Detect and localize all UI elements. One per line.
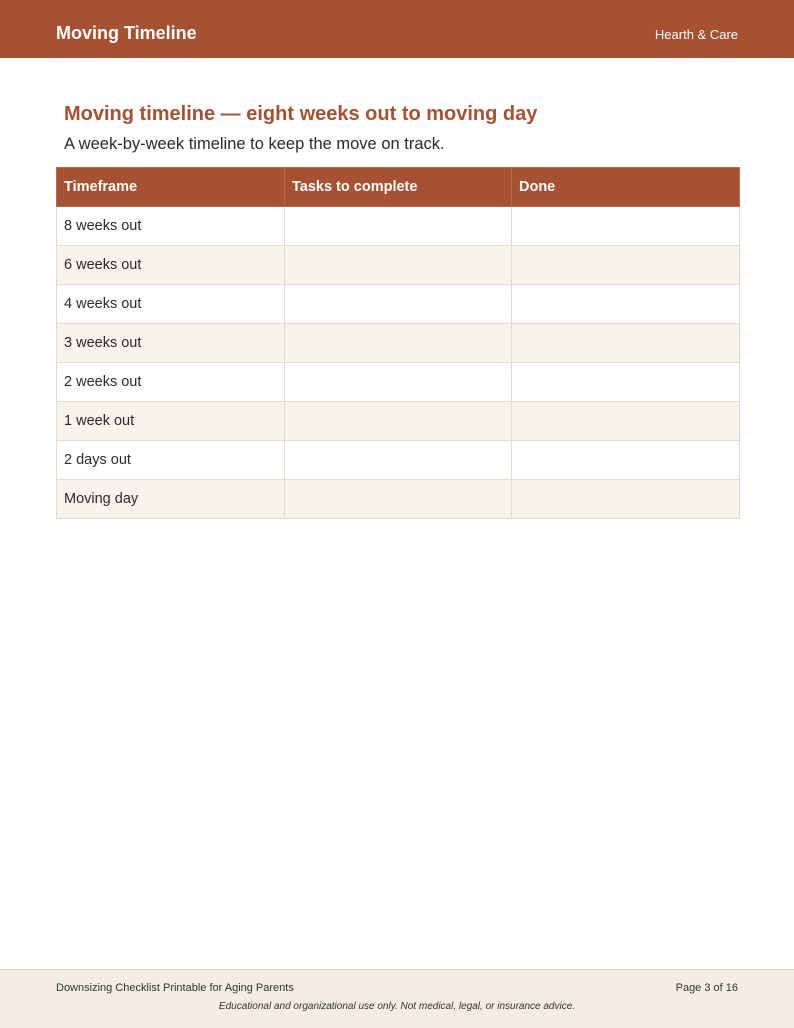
- timeframe-cell: 2 days out: [57, 441, 285, 480]
- timeline-table: [56, 167, 740, 519]
- tasks-cell: [285, 363, 512, 402]
- tasks-cell: [285, 402, 512, 441]
- tasks-cell: [285, 324, 512, 363]
- tasks-cell: [285, 441, 512, 480]
- tasks-cell: [285, 285, 512, 324]
- header-bar: [0, 0, 794, 58]
- timeframe-cell: Moving day: [57, 480, 285, 519]
- timeframe-cell: 8 weeks out: [57, 207, 285, 246]
- table-row: [57, 207, 740, 246]
- table-row: [57, 402, 740, 441]
- timeframe-cell: 6 weeks out: [57, 246, 285, 285]
- table-row: [57, 246, 740, 285]
- footer-bar: [0, 969, 794, 1028]
- timeframe-cell: 3 weeks out: [57, 324, 285, 363]
- header-title: Moving Timeline: [56, 23, 197, 43]
- timeframe-cell: 4 weeks out: [57, 285, 285, 324]
- done-cell: [512, 441, 740, 480]
- done-cell: [512, 207, 740, 246]
- table-row: [57, 480, 740, 519]
- table-row: [57, 285, 740, 324]
- column-header-timeframe: Timeframe: [57, 168, 285, 207]
- done-cell: [512, 285, 740, 324]
- done-cell: [512, 324, 740, 363]
- timeframe-cell: 1 week out: [57, 402, 285, 441]
- table-row: [57, 441, 740, 480]
- table-header-row: [57, 168, 740, 207]
- done-cell: [512, 402, 740, 441]
- tasks-cell: [285, 480, 512, 519]
- done-cell: [512, 246, 740, 285]
- column-header-tasks: Tasks to complete: [285, 168, 512, 207]
- column-header-done: Done: [512, 168, 740, 207]
- timeframe-cell: 2 weeks out: [57, 363, 285, 402]
- footer-page-number: Page 3 of 16: [675, 982, 738, 994]
- header-brand: Hearth & Care: [654, 27, 738, 42]
- footer-document-title: Downsizing Checklist Printable for Aging Parents: [56, 982, 294, 994]
- table-row: [57, 363, 740, 402]
- section-heading: Moving timeline — eight weeks out to moving day: [64, 103, 538, 125]
- tasks-cell: [285, 246, 512, 285]
- tasks-cell: [285, 207, 512, 246]
- table-row: [57, 324, 740, 363]
- done-cell: [512, 363, 740, 402]
- footer-disclaimer: Educational and organizational use only. Not medical, legal, or insurance advice.: [218, 1001, 576, 1012]
- done-cell: [512, 480, 740, 519]
- section-subtitle: A week-by-week timeline to keep the move on track.: [64, 135, 445, 153]
